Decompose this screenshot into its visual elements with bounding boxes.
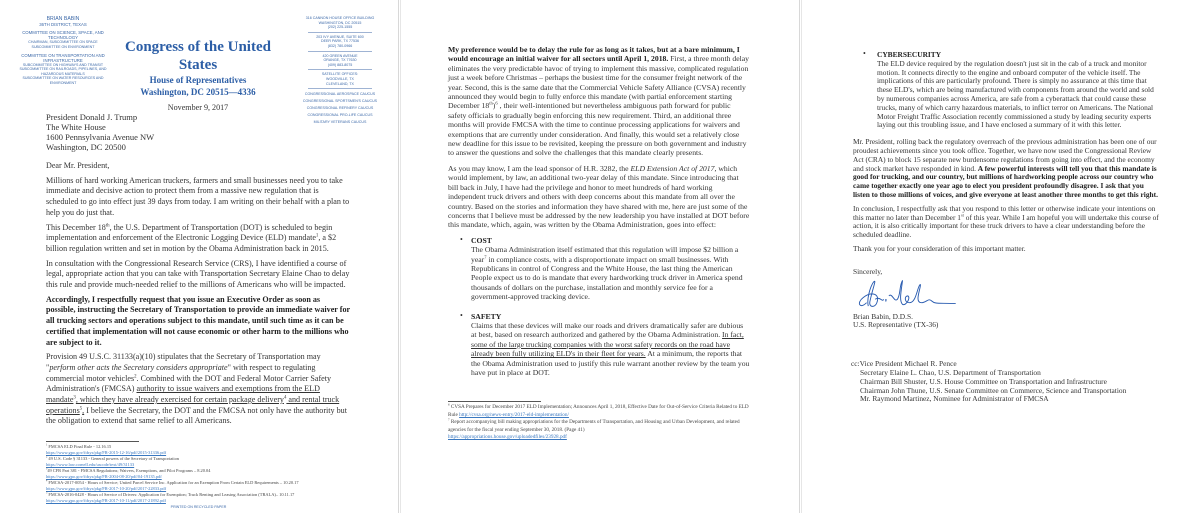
footnote (46, 468, 376, 480)
text-run: Provision 49 U.S.C. 31133(a)(10) stipulates that the Secretary of Transportation may " (46, 352, 321, 372)
paragraph (448, 164, 750, 230)
text-run: perform other acts the Secretary considers appropriate (49, 362, 228, 372)
footnote-text: Report accompanying bill making appropriations for the Departments of Transportation, and Housing and Urban Development, and related agencies for the fiscal year ending September 30, 2018. (Page 41) (448, 419, 740, 433)
subcommittee: SUBCOMMITTEE ON HIGHWAYS AND TRANSIT (22, 62, 104, 67)
text-run: . Combined with the DOT and Federal Motor Carrier Safety Administration's (FMCSA) (46, 373, 332, 394)
divider (308, 32, 372, 33)
paragraph (46, 259, 351, 291)
letterhead-center (118, 38, 278, 114)
text-run: ) (492, 101, 496, 111)
footnote (46, 480, 376, 492)
office-line: 316 CANNON HOUSE OFFICE BUILDING (305, 16, 375, 20)
text-run: The Obama Administration itself estimated that this regulation will impose $2 billion a year (471, 245, 739, 264)
footnote (46, 456, 376, 468)
text-run: Claims that these devices will make our roads and drivers dramatically safer are dubious at best, based on research authorized and gathered by the Obama Administration. (471, 320, 744, 340)
text-run: My preference would be to delay the rule for as long as it takes, but at a bare minimum, I would encourage an initial waiver for all sectors until April 1, 2018. (448, 45, 740, 64)
footnote-link[interactable]: http://cvsa.org/news-entry/2017-eld-implementation/ (459, 411, 569, 418)
bullet-body (471, 321, 750, 377)
letterhead-title: Congress of the United States (125, 39, 271, 73)
office-line: WOODVILLE, TX (326, 76, 354, 81)
caucus: CONGRESSIONAL SPORTSMEN'S CAUCUS (302, 99, 378, 104)
footnote-number: 3 (46, 467, 48, 471)
paragraph (448, 45, 750, 158)
request-paragraph (46, 295, 351, 349)
office-address (300, 72, 380, 86)
closing: Sincerely, (853, 266, 883, 276)
text-run: Accordingly, I respectfully request that you issue an Executive Order as soon as possible, instructing the Secretary of Transportation to provide an immediate waiver for all trucking sectors and operations subject to this mandate, until such time as it can be certified that implementation will not cause economic or other harm to the millions who are subject to it. (46, 294, 350, 347)
text-run: 4 (283, 395, 287, 401)
letter-body (853, 51, 1159, 404)
footnote-number: 5 (46, 491, 48, 495)
footnote (46, 444, 376, 456)
text-run: 6 (495, 100, 498, 106)
text-run: , which would implement, by law, an additional two-year delay of this mandate. Since introducing that bill back in July, I have had the privilege and honor to meet hundreds of hard working independent truck drivers and others with deep concerns about this mandate from all over the country. Based on the stories and information they have shared with me, here are just some of the concerns that I believe must be addressed by the new leadership you have installed at DOT before this mandate, which, again, was written by the Obama Administration, goes into effect: (448, 163, 750, 230)
footnote-number: 6 (448, 402, 450, 407)
paragraph (46, 352, 351, 427)
text-run: th (489, 100, 493, 106)
paragraph (46, 223, 351, 255)
text-run: At a minimum, the reports that the Obama Administration used to justify this rule warrant another review by the team you have put in place at DOT. (471, 349, 750, 377)
text-run: In conclusion, I respectfully ask that you respond to this letter or otherwise indicate your intentions on this matter no later than December 1 (853, 203, 1156, 222)
office-line: (202) 225-1555 (327, 25, 353, 30)
cc-label: cc: (851, 359, 860, 369)
committee-name: COMMITTEE ON TRANSPORTATION AND INFRASTRUCTURE (21, 52, 105, 63)
text-run: , the U.S. Department of Transportation (DOT) is scheduled to begin implementation and enforcement of the Electronic Logging Device (ELD) mandate (46, 222, 333, 243)
office-line: ORANGE, TX 77630 (323, 58, 357, 63)
letterhead-left-column (12, 16, 114, 86)
footnotes (448, 404, 750, 441)
bullet-heading: CYBERSECURITY (877, 50, 942, 59)
cc-recipient: Secretary Elaine L. Chao, U.S. Department of Transportation (860, 367, 1041, 377)
caucus: CONGRESSIONAL AEROSPACE CAUCUS (304, 92, 376, 97)
text-run: authority to issue waivers and exemptions from the ELD mandate (46, 384, 320, 405)
text-run: First, a three month delay eliminates the very predictable havoc of trying to implement this massive, complicated regulation just a week before Christmas – perhaps the busiest time for the consumer freight network of the year. Second, this is the same date that the Commercial Vehicle Safety Alliance (CVSA) recently announced they would begin to fully enforce this mandate (with partial enforcement starting December 18 (448, 54, 750, 111)
text-run: , (82, 405, 85, 415)
footnote-rule (46, 441, 139, 442)
caucus-list (300, 91, 380, 126)
text-run: 7 (484, 253, 487, 259)
office-line: DEER PARK, TX 77536 (320, 39, 360, 44)
bullet-icon: • (460, 310, 463, 320)
footnote-link[interactable]: https://www.gpo.gov/fdsys/pkg/FR-2017-10-20/pdf/2017-22833.pdf (46, 486, 167, 492)
subcommittee: CHAIRMAN, SUBCOMMITTEE ON SPACE (28, 40, 98, 45)
text-run: 1 (315, 233, 319, 239)
footnote-link[interactable]: https://www.gpo.gov/fdsys/pkg/FR-2015-12-16/pdf/2015-31336.pdf (46, 450, 167, 456)
footnote-link[interactable]: https://www.gpo.gov/fdsys/pkg/FR-2004-08-20/pdf/04-19135.pdf (46, 474, 162, 480)
text-run: The ELD device required by the regulation doesn't just sit in the cab of a truck and monitor motion. It connects directly to the engine and onboard computer of the vehicle itself. The implications of this are particularly profound. There is simply no assurance at this time that these ELD's, which are being manufactured with components from around the world and sold by numerous companies across America, are safe from a cyberattack that could cause these trucks, many of which carry hazardous materials, to inflict terror on Americans. The National Motor Freight Traffic Association recently commissioned a study by leading security experts laying out this troubling issue, and I have enclosed a summary of it with this letter. (877, 58, 1154, 130)
paragraph (853, 245, 1159, 254)
signer-title: U.S. Representative (TX-36) (853, 320, 939, 330)
bullet-safety (448, 312, 750, 378)
footnote (448, 419, 750, 441)
divider (308, 51, 372, 52)
cc-recipient: Mr. Raymond Martinez, Nominee for Administrator of FMCSA (860, 394, 1049, 404)
footnote-text: 49 U.S. Code § 31133 - General powers of the Secretary of Transportation (48, 456, 179, 462)
footnote-number: 4 (46, 479, 48, 483)
paragraph (853, 205, 1159, 240)
cc-recipient: Chairman Bill Shuster, U.S. House Committee on Transportation and Infrastructure (860, 376, 1107, 386)
text-run: , their well-intentioned but nevertheless ambiguous path forward for public safety officials to gradually begin enforcing this new requirement. Third, an additional three months will provide FMCSA with the time to continue processing applications for waivers and exemptions that are currently under consideration. And finally, this would set a relatively close new deadline for this issue to be revisited, keeping the pressure on both government and industry to answer the questions and solve the challenges that this mandate clearly presents. (448, 101, 747, 158)
cc-list (851, 360, 1159, 404)
text-run: in compliance costs, with a disproportionate impact on small businesses. With Republicans in control of Congress and the White House, the last thing the American People expect us to do is mandate that every hardworking truck driver in America spend thousands of dollars on the purchase, installation and monthly service fee for a government-approved tracking device. (471, 254, 743, 302)
bullet-icon: • (460, 234, 463, 244)
cc-recipient: Vice President Michael R. Pence (859, 359, 957, 369)
signature-stroke (859, 280, 955, 306)
text-run: 3 (73, 395, 76, 401)
recipient-line: President Donald J. Trump (46, 112, 138, 122)
footnote-number: 2 (46, 455, 48, 459)
recipient-line: The White House (46, 122, 106, 132)
paragraph (853, 138, 1159, 200)
divider (308, 69, 372, 70)
office-address (300, 54, 380, 68)
footnote-link[interactable]: https://appropriations.house.gov/uploadedfiles/23928.pdf (448, 434, 567, 441)
subcommittee: SUBCOMMITTEE ON ENVIRONMENT (31, 45, 95, 49)
office-line: CLEVELAND, TX (326, 81, 354, 86)
caucus: CONGRESSIONAL PRO-LIFE CAUCUS (307, 113, 373, 118)
caucus: MILITARY VETERANS CAUCUS (313, 120, 367, 125)
office-address (300, 35, 380, 49)
member-name: BRIAN BABIN (46, 16, 80, 22)
recipient-line: 1600 Pennsylvania Avenue NW (46, 132, 155, 142)
office-line: WASHINGTON, DC 20515 (318, 20, 362, 25)
letterhead-right-column (300, 16, 380, 126)
committee-2 (12, 53, 114, 86)
letter-page-2 (400, 0, 800, 513)
footnote-number: 1 (46, 443, 48, 447)
salutation: Dear Mr. President, (46, 161, 110, 170)
text-run: " with respect to regulating commercial motor vehicles (46, 362, 316, 383)
text-run: Millions of hard working American truckers, farmers and small businesses need you to take immediate and decisive action to protect them from a massive new regulation that is scheduled to go into effect just 39 days from today. I am writing on their behalf with a plan to help you do just that. (46, 175, 350, 217)
footnotes (46, 444, 376, 504)
paragraph (46, 176, 351, 219)
text-run: This December 18 (46, 222, 106, 232)
text-run: In consultation with the Congressional Research Service (CRS), I have identified a course of legal, appropriate action that you can take with Transportation Secretary Elaine Chao to delay this rule and provide much-needed relief to the millions of Americans who will be impacted. (46, 258, 350, 290)
committee-1 (12, 30, 114, 49)
footnote-link[interactable]: https://www.law.cornell.edu/uscode/text/49/31133 (46, 462, 135, 468)
text-run: As you may know, I am the lead sponsor of H.R. 3282, the (448, 163, 631, 173)
text-run: ELD Extension Act of 2017 (630, 163, 715, 173)
footnote-text: FMCSA ELD Final Rule - 12.16.15 (48, 444, 112, 450)
committee-name: COMMITTEE ON SCIENCE, SPACE, AND TECHNOLOGY (22, 30, 104, 41)
footnote-text: CVSA Prepares for December 2017 ELD Implementation; Announces April 1, 2018, Effective Date for Out-of-Service Criteria Related to ELD Rule (448, 404, 749, 418)
text-run: , which they have already exercised for certain package delivery (75, 395, 284, 405)
signer-name: Brian Babin, D.D.S. (853, 311, 913, 321)
bullet-cybersecurity (853, 51, 1159, 130)
cc-recipient: Chairman John Thune, U.S. Senate Committee on Commerce, Science and Transportation (860, 385, 1127, 395)
letter-body (46, 161, 351, 510)
text-run: , a $2 billion regulation written and set in motion by the Obama Administration back in 2015. (46, 233, 337, 253)
letterhead-address: Washington, DC 20515—4336 (140, 87, 256, 97)
footnote-text: FMCSA-2016-0428 - Hours of Service of Drivers: Application for Exemption; Truck Renting and Leasing Association (TRALA)– 10.11.17 (48, 492, 295, 498)
footnote-text: 49 CFR Part 381 - FMCSA Regulations; Waivers, Exemptions, and Pilot Programs – 8.20.04 (47, 468, 211, 474)
footnote-text: FMCSA-2017-0054 - Hours of Service; United Parcel Service Inc. Application for an Exemption From Certain ELD Requirements – 10.20.17 (48, 480, 299, 486)
bullet-body (877, 60, 1159, 130)
bullet-heading: COST (471, 235, 492, 245)
office-line: (832) 780-0966 (327, 43, 353, 48)
bullet-cost (448, 236, 750, 302)
bullet-icon: • (863, 49, 866, 58)
caucus: CONGRESSIONAL REFINERY CAUCUS (306, 106, 374, 111)
text-run: Thank you for your consideration of this important matter. (853, 243, 1026, 253)
footnote (46, 492, 376, 504)
text-run: 2 (134, 373, 137, 379)
text-run: th (105, 222, 110, 228)
letterhead-subtitle: House of Representatives (149, 75, 247, 85)
subcommittee: SUBCOMMITTEE ON RAILROADS, PIPELINES, AND HAZARDOUS MATERIALS (19, 67, 107, 76)
signature-image (846, 277, 966, 313)
text-run: I believe the Secretary, the DOT and the FMCSA not only have the authority but the obligation to extend that same relief to all Americans. (46, 405, 347, 426)
text-run: 5 (79, 406, 83, 412)
recipient-address (46, 112, 296, 152)
divider (308, 88, 372, 89)
footnote (448, 402, 750, 422)
office-line: (409) 883-8075 (327, 62, 353, 67)
office-line: 203 IVY AVENUE, SUITE 600 (316, 34, 364, 39)
recipient-line: Washington, DC 20500 (46, 142, 126, 152)
office-line: SATELLITE OFFICES: (321, 72, 359, 77)
text-run: st (960, 212, 964, 218)
footnote-link[interactable]: https://www.gpo.gov/fdsys/pkg/FR-2017-10-11/pdf/2017-21892.pdf (46, 498, 166, 504)
office-line: 420 GREEN AVENUE (322, 53, 358, 58)
subcommittee: SUBCOMMITTEE ON WATER RESOURCES AND ENVIRONMENT (22, 76, 104, 85)
office-address (300, 16, 380, 30)
text-run: Mr. President, rolling back the regulatory overreach of the previous administration has been one of our proudest achievements since you took office. Together, we have now used the Congressional Review Act (CRA) to block 15 separate new burdensome regulations from going into effect, and the economy and stock market have responded in kind. (853, 137, 1157, 173)
member-district: 36TH DISTRICT, TEXAS (39, 22, 87, 28)
text-run: A few powerful interests will tell you that this mandate is good for trucking, and our country, but millions of hardworking people across our country who came together exactly one year ago to elect you president profoundly disagree. I ask that you listen to those millions of voices, and give everyone at least another three months to get this right. (853, 163, 1158, 199)
letter-body (448, 45, 750, 441)
footnote-number: 7 (448, 417, 450, 422)
text-run: of this year. While I am hopeful you will undertake this course of action, it is also critically important for these truck drivers to have a clear understanding before the scheduled deadline. (853, 212, 1159, 240)
letter-page-1 (0, 0, 399, 513)
letter-date: November 9, 2017 (167, 103, 229, 112)
signer-block (853, 313, 1159, 331)
recycled-paper-note: PRINTED ON RECYCLED PAPER (170, 505, 227, 510)
bullet-heading: SAFETY (471, 311, 502, 321)
bullet-body (471, 245, 750, 301)
letter-page-3 (801, 0, 1200, 513)
text-run: and rental truck operations (46, 395, 340, 415)
footnote-rule (448, 401, 541, 402)
text-run: In fact, some of the large trucking companies with the worst safety records on the road have already been fully utilizing ELD's in their fleet for years. (471, 330, 744, 359)
